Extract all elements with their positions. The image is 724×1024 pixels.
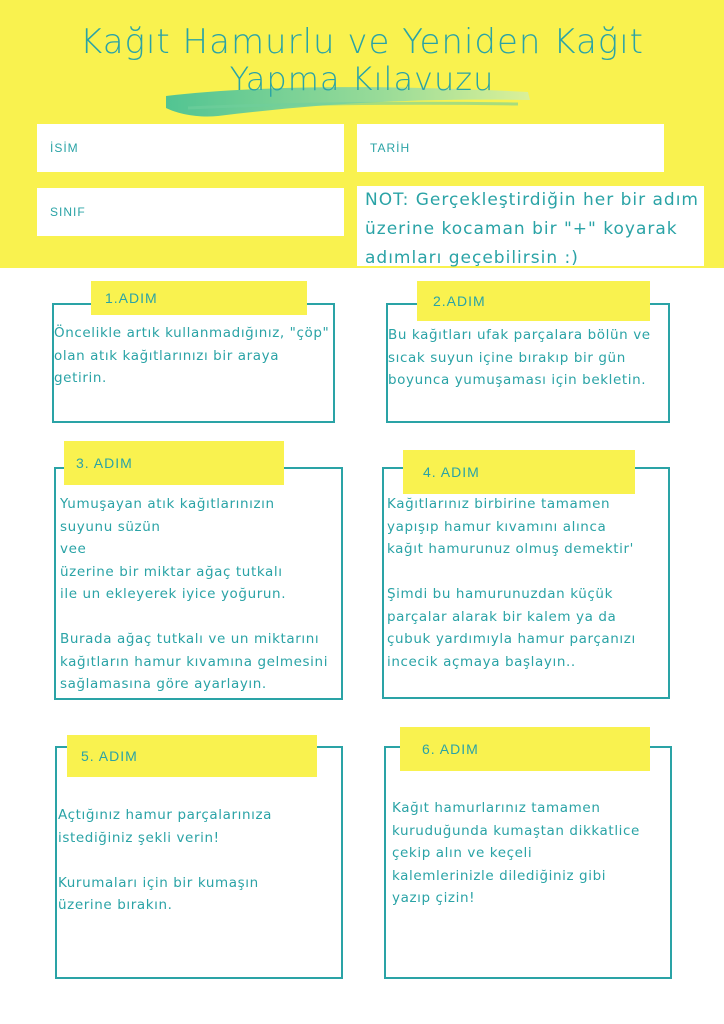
step-1-label: 1.ADIM bbox=[91, 281, 307, 315]
step-3-text: Yumuşayan atık kağıtlarınızın suyunu süzün vee üzerine bir miktar ağaç tutkalı ile un ekleyerek iyice yoğurun. Burada ağaç tutkalı ve un miktarını kağıtların hamur kıvamına gelmesini sağlamasına göre ayarlayın. bbox=[60, 496, 329, 692]
date-label: TARİH bbox=[370, 141, 411, 155]
step-1-text: Öncelikle artık kullanmadığınız, "çöp" olan atık kağıtlarınızı bir araya getirin. bbox=[54, 325, 330, 386]
step-6-label: 6. ADIM bbox=[400, 727, 650, 771]
step-6-text: Kağıt hamurlarınız tamamen kuruduğunda kumaştan dikkatlice çekip alın ve keçeli kalemlerinizle dilediğiniz gibi yazıp çizin! bbox=[392, 800, 640, 906]
class-field[interactable] bbox=[37, 188, 344, 236]
name-field[interactable] bbox=[37, 124, 344, 172]
step-5-text: Açtığınız hamur parçalarınıza istediğiniz şekli verin! Kurumaları için bir kumaşın üzerine bırakın. bbox=[58, 807, 273, 913]
name-label: İSİM bbox=[50, 141, 79, 155]
step-4-text: Kağıtlarınız birbirine tamamen yapışıp hamur kıvamını alınca kağıt hamurunuz olmuş demektir' Şimdi bu hamurunuzdan küçük parçalar alarak bir kalem ya da çubuk yardımıyla hamur parçanızı incecik açmaya başlayın.. bbox=[387, 496, 636, 670]
date-field[interactable] bbox=[357, 124, 664, 172]
step-2-label: 2.ADIM bbox=[417, 281, 650, 321]
page-title-line2: Yapma Kılavuzu bbox=[229, 60, 495, 98]
step-4-label: 4. ADIM bbox=[403, 450, 635, 494]
step-3-label: 3. ADIM bbox=[64, 441, 284, 485]
step-2-text: Bu kağıtları ufak parçalara bölün ve sıcak suyun içine bırakıp bir gün boyunca yumuşaması için bekletin. bbox=[388, 327, 651, 388]
page-title-line1: Kağıt Hamurlu ve Yeniden Kağıt bbox=[80, 22, 644, 62]
class-label: SINIF bbox=[50, 205, 86, 219]
step-5-label: 5. ADIM bbox=[67, 735, 317, 777]
note-box: NOT: Gerçekleştirdiğin her bir adım üzerine kocaman bir "+" koyarak adımları geçebilirsin :) bbox=[357, 186, 704, 266]
